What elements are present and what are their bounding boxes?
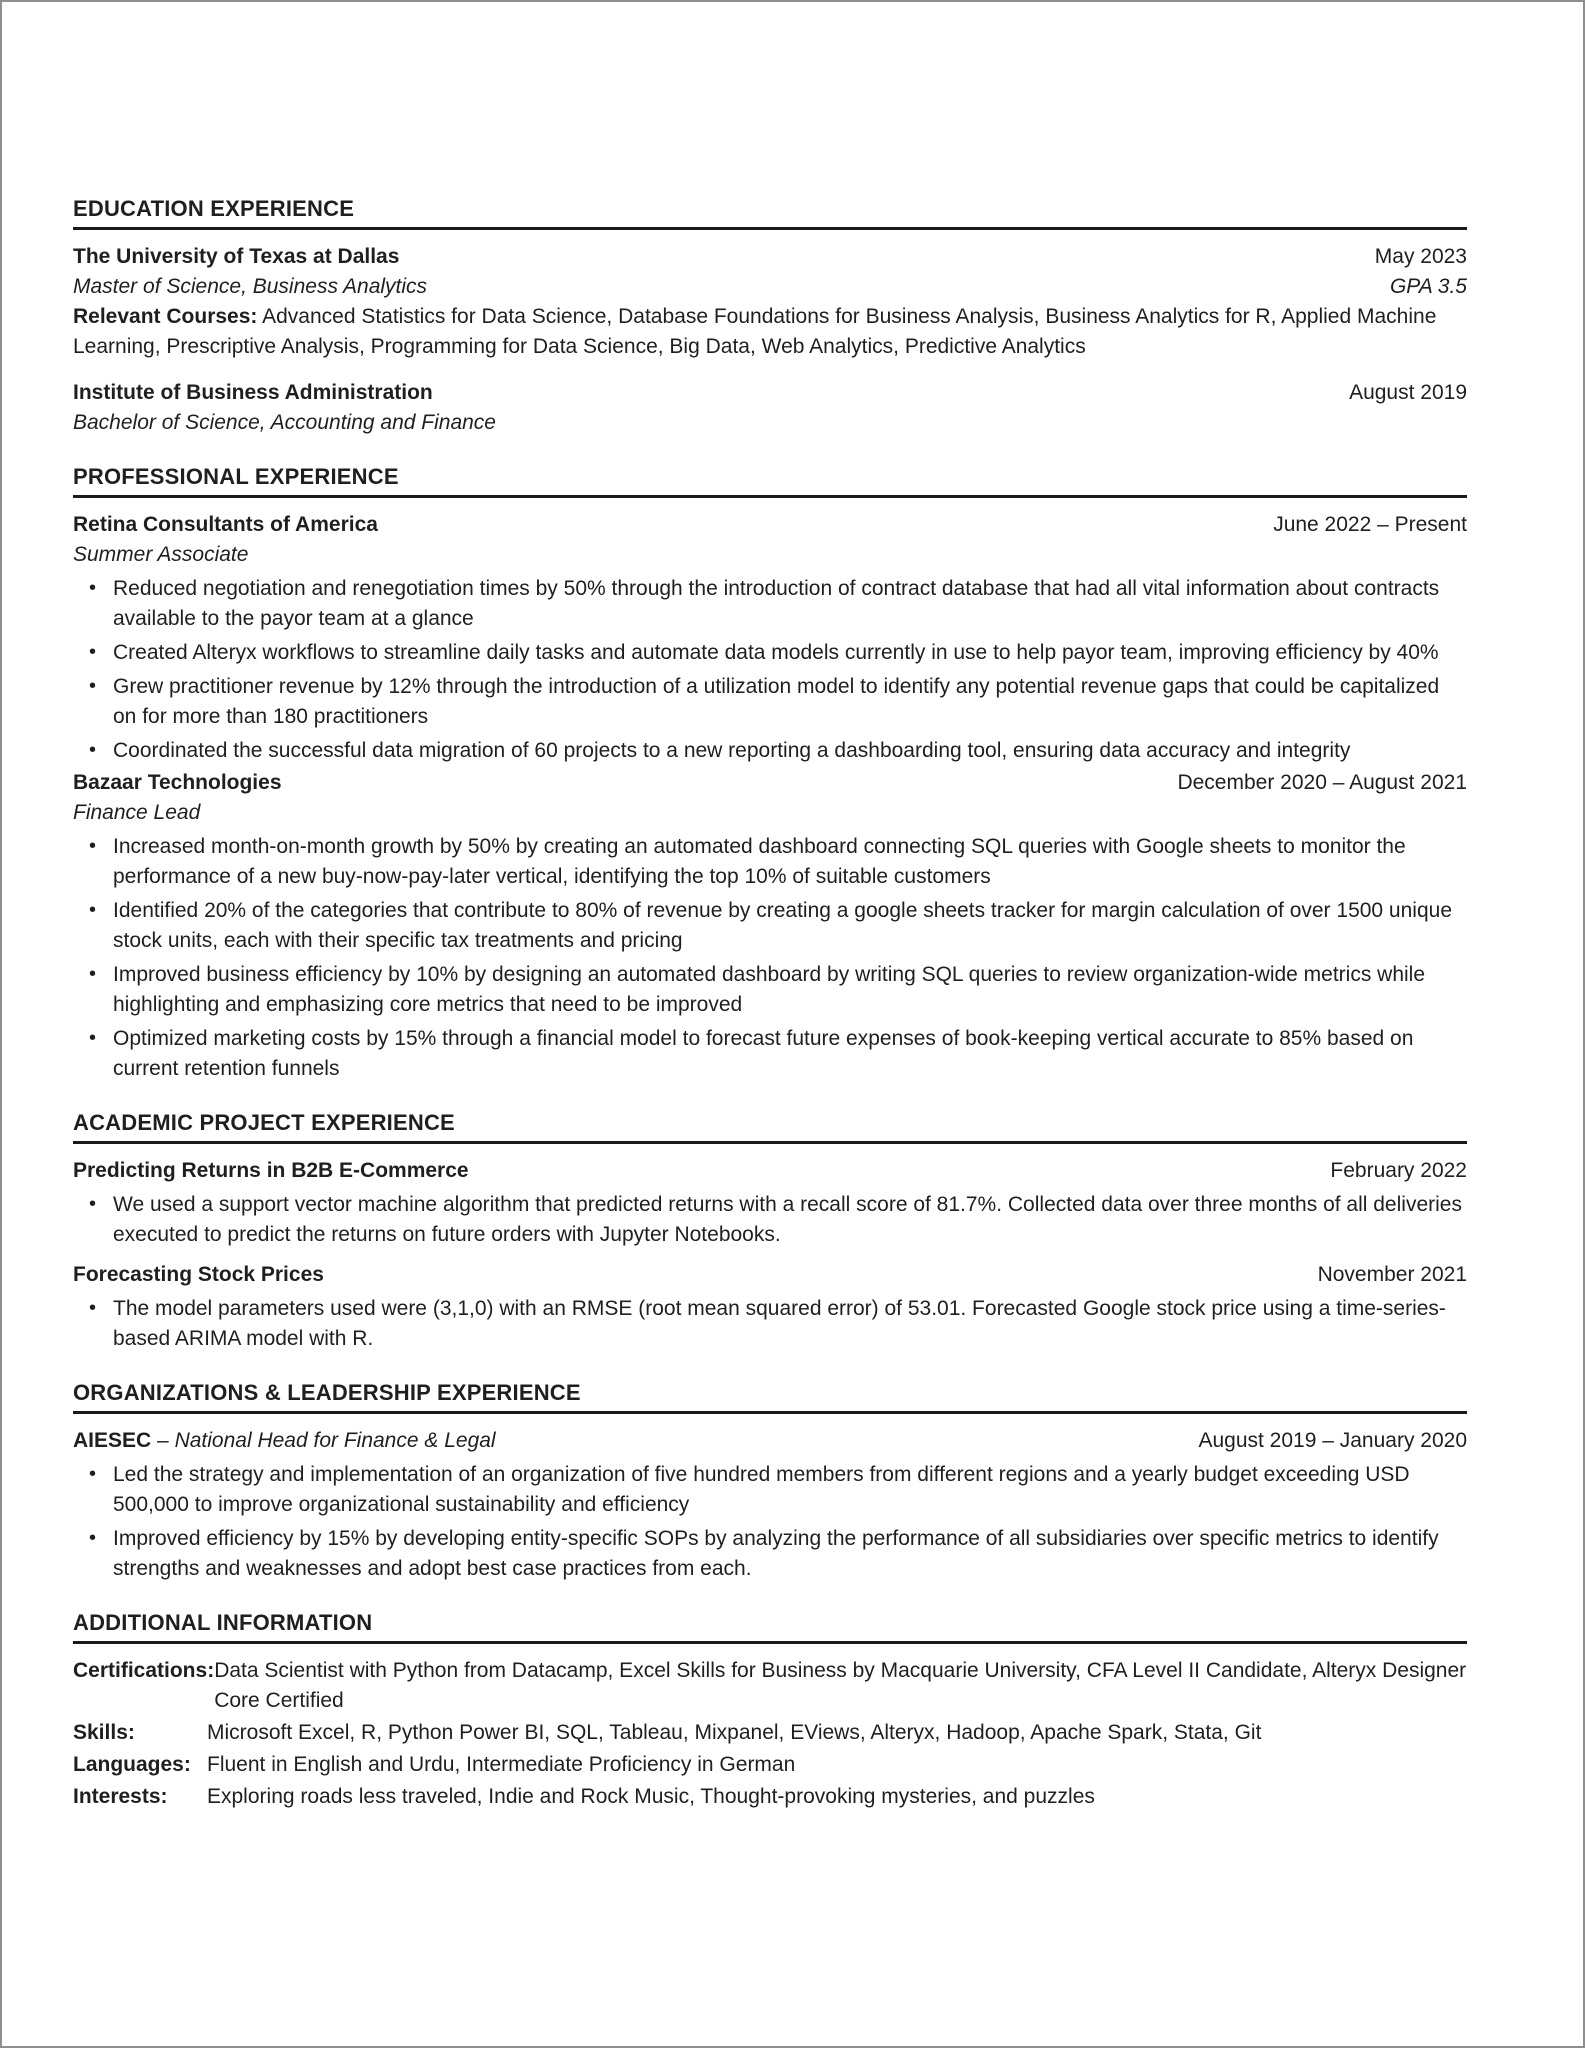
- relevant-courses-text: Advanced Statistics for Data Science, Database Foundations for Business Analysis, Business Analytics for R, Applied Machine Learning, Prescriptive Analysis, Programming for Data Science, Big Data, Web Analytics, Predictive Analytics: [73, 305, 1437, 358]
- education-entry-subheader: [73, 408, 1467, 438]
- org-title-line: [73, 1426, 1174, 1456]
- section-heading-organizations: ORGANIZATIONS & LEADERSHIP EXPERIENCE: [73, 1380, 1467, 1414]
- project-name: Forecasting Stock Prices: [73, 1263, 324, 1286]
- project-header: [73, 1260, 1467, 1290]
- project-entry-b2b: [73, 1156, 1467, 1250]
- gpa-value: GPA 3.5: [1389, 275, 1467, 298]
- degree-name: Bachelor of Science, Accounting and Finance: [73, 411, 496, 434]
- education-entry-header: [73, 242, 1467, 272]
- section-education: [73, 196, 1467, 438]
- job-date: December 2020 – August 2021: [1177, 771, 1467, 794]
- bullet-item: • Optimized marketing costs by 15% through a financial model to forecast future expenses of book-keeping vertical accurate to 85% based on current retention funnels: [73, 1024, 1467, 1084]
- job-date: June 2022 – Present: [1273, 513, 1467, 536]
- education-entry-header: [73, 378, 1467, 408]
- org-date: August 2019 – January 2020: [1198, 1429, 1467, 1452]
- section-academic-projects: [73, 1110, 1467, 1354]
- school-name: Institute of Business Administration: [73, 381, 433, 404]
- info-row-certifications: [73, 1656, 1467, 1716]
- info-value: Fluent in English and Urdu, Intermediate Proficiency in German: [207, 1753, 796, 1776]
- section-heading-academic: ACADEMIC PROJECT EXPERIENCE: [73, 1110, 1467, 1144]
- info-row-interests: [73, 1782, 1467, 1812]
- education-date: August 2019: [1349, 381, 1467, 404]
- org-role: National Head for Finance & Legal: [174, 1429, 496, 1452]
- school-name: The University of Texas at Dallas: [73, 245, 400, 268]
- job-header: [73, 510, 1467, 540]
- bullet-item: • Improved efficiency by 15% by developing entity-specific SOPs by analyzing the performance of all subsidiaries over specific metrics to identify strengths and weaknesses and adopt best case practices from each.: [73, 1524, 1467, 1584]
- job-entry-bazaar: [73, 768, 1467, 1084]
- section-heading-education: EDUCATION EXPERIENCE: [73, 196, 1467, 230]
- degree-name: Master of Science, Business Analytics: [73, 275, 428, 298]
- bullet-item: • We used a support vector machine algorithm that predicted returns with a recall score of 81.7%. Collected data over three months of all deliveries executed to predict the returns on future orders with Jupyter Notebooks.: [73, 1190, 1467, 1250]
- company-name: Retina Consultants of America: [73, 513, 378, 536]
- info-row-skills: [73, 1718, 1467, 1748]
- bullet-item: • Increased month-on-month growth by 50% by creating an automated dashboard connecting SQL queries with Google sheets to monitor the performance of a new buy-now-pay-later vertical, identifying the top 10% of suitable customers: [73, 832, 1467, 892]
- info-label: Skills:: [73, 1721, 135, 1744]
- bullet-item: • Reduced negotiation and renegotiation times by 50% through the introduction of contract database that had all vital information about contracts available to the payor team at a glance: [73, 574, 1467, 634]
- project-date: February 2022: [1330, 1159, 1467, 1182]
- org-dash: –: [157, 1429, 169, 1452]
- education-entry-utd: [73, 242, 1467, 362]
- section-heading-additional: ADDITIONAL INFORMATION: [73, 1610, 1467, 1644]
- section-additional-info: [73, 1610, 1467, 1812]
- bullet-item: • The model parameters used were (3,1,0) with an RMSE (root mean squared error) of 53.01. Forecasted Google stock price using a time-series-based ARIMA model with R.: [73, 1294, 1467, 1354]
- bullet-item: • Improved business efficiency by 10% by designing an automated dashboard by writing SQL queries to review organization-wide metrics while highlighting and emphasizing core metrics that need to be improved: [73, 960, 1467, 1020]
- education-entry-subheader: [73, 272, 1467, 302]
- education-date: May 2023: [1374, 245, 1467, 268]
- org-header: [73, 1426, 1467, 1456]
- info-label: Certifications:: [73, 1659, 215, 1682]
- relevant-courses: [73, 302, 1467, 362]
- education-entry-iba: [73, 378, 1467, 438]
- project-bullets: [73, 1294, 1467, 1354]
- info-value: Microsoft Excel, R, Python Power BI, SQL, Tableau, Mixpanel, EViews, Alteryx, Hadoop, Apache Spark, Stata, Git: [207, 1721, 1262, 1744]
- project-name: Predicting Returns in B2B E-Commerce: [73, 1159, 469, 1182]
- org-name: AIESEC: [73, 1429, 152, 1452]
- job-title: Finance Lead: [73, 801, 201, 824]
- job-bullets: [73, 832, 1467, 1084]
- bullet-item: • Led the strategy and implementation of an organization of five hundred members from different regions and a yearly budget exceeding USD 500,000 to improve organizational sustainability and efficiency: [73, 1460, 1467, 1520]
- job-bullets: [73, 574, 1467, 766]
- job-header: [73, 768, 1467, 798]
- company-name: Bazaar Technologies: [73, 771, 282, 794]
- relevant-courses-label: Relevant Courses:: [73, 305, 258, 328]
- bullet-item: • Identified 20% of the categories that contribute to 80% of revenue by creating a google sheets tracker for margin calculation of over 1500 unique stock units, each with their specific tax treatments and pricing: [73, 896, 1467, 956]
- bullet-item: • Coordinated the successful data migration of 60 projects to a new reporting a dashboarding tool, ensuring data accuracy and integrity: [73, 736, 1467, 766]
- info-row-languages: [73, 1750, 1467, 1780]
- bullet-item: • Grew practitioner revenue by 12% through the introduction of a utilization model to identify any potential revenue gaps that could be capitalized on for more than 180 practitioners: [73, 672, 1467, 732]
- info-label: Interests:: [73, 1785, 168, 1808]
- project-bullets: [73, 1190, 1467, 1250]
- section-professional: [73, 464, 1467, 1084]
- project-date: November 2021: [1317, 1263, 1467, 1286]
- section-heading-professional: PROFESSIONAL EXPERIENCE: [73, 464, 1467, 498]
- project-entry-stocks: [73, 1260, 1467, 1354]
- bullet-item: • Created Alteryx workflows to streamline daily tasks and automate data models currently in use to help payor team, improving efficiency by 40%: [73, 638, 1467, 668]
- section-organizations: [73, 1380, 1467, 1584]
- info-value: Data Scientist with Python from Datacamp, Excel Skills for Business by Macquarie University, CFA Level II Candidate, Alteryx Designer Core Certified: [214, 1659, 1467, 1712]
- project-header: [73, 1156, 1467, 1186]
- resume-content: [73, 196, 1467, 1812]
- org-entry-aiesec: [73, 1426, 1467, 1584]
- info-label: Languages:: [73, 1753, 191, 1776]
- org-bullets: [73, 1460, 1467, 1584]
- job-title: Summer Associate: [73, 543, 249, 566]
- info-value: Exploring roads less traveled, Indie and Rock Music, Thought-provoking mysteries, and puzzles: [207, 1785, 1095, 1808]
- job-entry-retina: [73, 510, 1467, 766]
